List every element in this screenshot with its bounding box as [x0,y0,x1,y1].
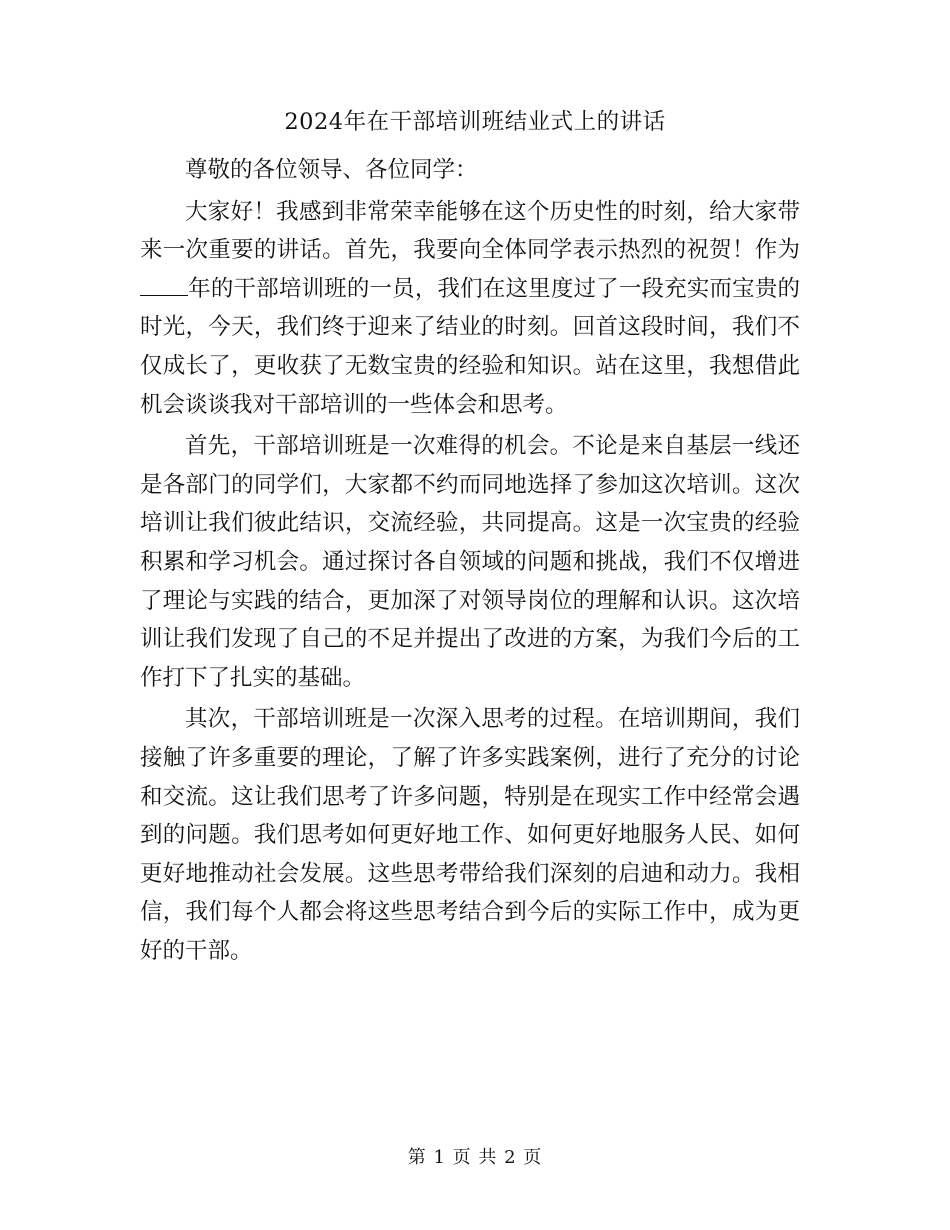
page-number-footer: 第 1 页 共 2 页 [407,1147,543,1168]
document-body [140,151,800,970]
fill-in-blank [140,272,188,296]
paragraph-1 [140,193,800,425]
paragraph-3: 其次，干部培训班是一次深入思考的过程。在培训期间，我们接触了许多重要的理论，了解了许多实践案例，进行了充分的讨论和交流。这让我们思考了许多问题，特别是在现实工作中经常会遇到的问题。我们思考如何更好地工作、如何更好地服务人民、如何更好地推动社会发展。这些思考带给我们深刻的启迪和动力。我相信，我们每个人都会将这些思考结合到今后的实际工作中，成为更好的干部。 [140,706,800,964]
paragraph-2: 首先，干部培训班是一次难得的机会。不论是来自基层一线还是各部门的同学们，大家都不约而同地选择了参加这次培训。这次培训让我们彼此结识，交流经验，共同提高。这是一次宝贵的经验积累和学习机会。通过探讨各自领域的问题和挑战，我们不仅增进了理论与实践的结合，更加深了对领导岗位的理解和认识。这次培训让我们发现了自己的不足并提出了改进的方案，为我们今后的工作打下了扎实的基础。 [140,433,800,691]
greeting-paragraph: 尊敬的各位领导、各位同学： [185,157,478,183]
paragraph-1-part-b: 年的干部培训班的一员，我们在这里度过了一段充实而宝贵的时光，今天，我们终于迎来了结业的时刻。回首这段时间，我们不仅成长了，更收获了无数宝贵的经验和知识。站在这里，我想借此机会谈谈我对干部培训的一些体会和思考。 [140,275,800,418]
paragraph-1-part-a: 大家好！我感到非常荣幸能够在这个历史性的时刻，给大家带来一次重要的讲话。首先，我要向全体同学表示热烈的祝贺！作为 [140,198,800,264]
document-title: 2024年在干部培训班结业式上的讲话 [284,109,666,135]
